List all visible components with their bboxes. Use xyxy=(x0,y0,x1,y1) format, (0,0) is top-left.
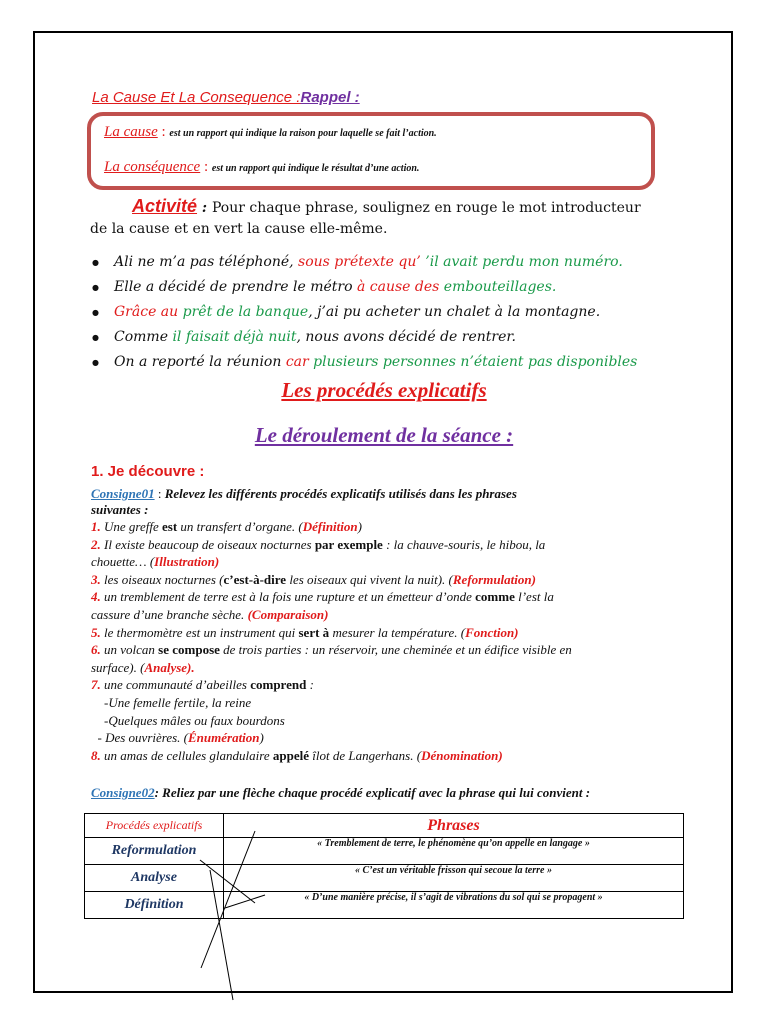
procede-segment: les oiseaux qui vivent la nuit). ( xyxy=(286,571,453,587)
procede-segment: 4. xyxy=(91,589,104,605)
proc-cell[interactable]: Reformulation xyxy=(85,838,224,865)
consigne01-text: Relevez les différents procédés explicatifs utilisés dans les phrases xyxy=(164,486,517,501)
procede-segment: 3. xyxy=(91,571,104,587)
connector-stroke xyxy=(201,831,255,968)
header-procedes: Procédés explicatifs xyxy=(85,814,224,838)
procede-segment: de trois parties : un réservoir, une cheminée et un édifice visible en xyxy=(219,642,572,658)
procede-segment: 5. xyxy=(91,624,104,640)
cause-term: La cause xyxy=(104,124,158,140)
bullet-segment: embouteillages. xyxy=(443,279,557,295)
cause-text: est un rapport qui indique la raison pour laquelle se fait l’action. xyxy=(169,128,437,139)
consequence-text: est un rapport qui indique le résultat d’une action. xyxy=(211,163,420,174)
rappel-label: Rappel : xyxy=(300,89,360,106)
procede-segment: un amas de cellules glandulaire xyxy=(104,747,273,763)
cause-consequence-title: La Cause Et La Consequence : xyxy=(92,89,301,106)
procede-segment: Énumération xyxy=(188,730,260,746)
bullet-segment: , j’ai pu acheter un chalet à la montagne. xyxy=(308,304,601,320)
procede-segment: l’est la xyxy=(514,589,554,605)
procede-segment: comme xyxy=(475,589,515,605)
procede-segment: Reformulation) xyxy=(452,571,536,587)
procede-segment: 8. xyxy=(91,747,104,763)
connector-stroke xyxy=(210,870,233,1000)
bullet-segment: Grâce au xyxy=(114,304,183,320)
procede-segment: 7. xyxy=(91,677,104,693)
cause-sep: : xyxy=(157,124,170,140)
phrase-cell[interactable]: « C’est un véritable frisson qui secoue la terre » xyxy=(224,865,684,892)
bullet-dot-icon: ● xyxy=(92,332,99,342)
procede-segment: est xyxy=(162,519,178,534)
procede-segment: sert à xyxy=(298,624,330,640)
procede-segment: mesurer la température. ( xyxy=(329,624,466,640)
procede-segment: les oiseaux nocturnes ( xyxy=(104,571,224,587)
procede-segment: par exemple xyxy=(314,536,383,552)
procede-segment: - Des ouvrières. ( xyxy=(91,730,188,746)
bullet-dot-icon: ● xyxy=(92,307,99,317)
consequence-sep: : xyxy=(200,159,212,175)
procede-segment: un tremblement de terre est à la fois une rupture et un émetteur d’onde xyxy=(104,589,476,605)
phrase-cell[interactable]: « D’une manière précise, il s’agit de vibrations du sol qui se propagent » xyxy=(224,892,684,919)
procede-segment: -Une femelle fertile, la reine xyxy=(91,695,252,710)
proc-cell[interactable]: Analyse xyxy=(85,865,224,892)
bullet-segment: il faisait déjà nuit xyxy=(172,329,297,345)
procede-segment: Illustration) xyxy=(154,554,220,570)
procede-segment: Dénomination) xyxy=(421,747,503,763)
connector-stroke xyxy=(200,860,255,903)
consigne02-text: Reliez par une flèche chaque procédé explicatif avec la phrase qui lui convient : xyxy=(162,785,591,800)
procede-segment: un transfert d’organe. ( xyxy=(177,519,303,534)
procede-segment: : xyxy=(306,677,314,693)
procede-segment: 6. xyxy=(91,642,104,658)
bullet-segment: Elle a décidé de prendre le métro xyxy=(114,279,357,295)
procede-segment: 1. xyxy=(91,519,104,534)
procede-segment: cassure d’une branche sèche. xyxy=(91,607,248,622)
bullet-segment: car xyxy=(285,354,314,370)
bullet-dot-icon: ● xyxy=(92,282,99,292)
phrase-cell[interactable]: « Tremblement de terre, le phénomène qu’on appelle en langage » xyxy=(224,838,684,865)
activite-instruction-2: de la cause et en vert la cause elle-même. xyxy=(90,221,388,237)
procede-segment: comprend xyxy=(250,677,307,693)
procede-segment: : la chauve-souris, le hibou, la xyxy=(382,536,546,552)
consigne01-sep: : xyxy=(154,486,165,501)
activite-label: Activité xyxy=(132,196,198,216)
activite-sep: : xyxy=(197,200,212,216)
section1-title: 1. Je découvre : xyxy=(91,463,205,480)
bullet-segment: On a reporté la réunion xyxy=(114,354,286,370)
procede-segment: (Comparaison) xyxy=(247,607,329,622)
bullet-segment: ’il avait perdu mon numéro. xyxy=(425,254,623,270)
bullet-dot-icon: ● xyxy=(92,257,99,267)
procede-segment: 2. xyxy=(91,536,104,552)
procede-segment: une communauté d’abeilles xyxy=(104,677,251,693)
proc-cell[interactable]: Définition xyxy=(85,892,224,919)
consigne02-label: Consigne02 xyxy=(91,785,155,800)
procede-segment: ) xyxy=(357,519,362,534)
procede-segment: ) xyxy=(259,730,264,746)
procede-segment: -Quelques mâles ou faux bourdons xyxy=(91,712,285,728)
bullet-segment: Comme xyxy=(114,329,173,345)
bullet-segment: à cause des xyxy=(356,279,444,295)
procede-segment: Fonction) xyxy=(465,624,519,640)
connector-stroke xyxy=(225,895,265,908)
procede-segment: surface). ( xyxy=(91,659,145,675)
consequence-term: La conséquence xyxy=(104,159,201,175)
bullet-segment: plusieurs personnes n’étaient pas disponibles xyxy=(313,354,638,370)
procede-segment: se compose xyxy=(158,642,220,658)
procede-segment: chouette… ( xyxy=(91,554,155,570)
procede-segment: le thermomètre est un instrument qui xyxy=(104,624,299,640)
header-phrases: Phrases xyxy=(224,814,684,838)
consigne01-label: Consigne01 xyxy=(91,486,155,501)
procede-segment: un volcan xyxy=(104,642,159,658)
consigne01-text-2: suivantes : xyxy=(91,502,149,517)
bullet-dot-icon: ● xyxy=(92,357,99,367)
bullet-segment: Ali ne m’a pas téléphoné, xyxy=(114,254,299,270)
main-title: Les procédés explicatifs xyxy=(281,378,487,402)
procede-segment: Analyse). xyxy=(144,659,195,675)
bullet-segment: , nous avons décidé de rentrer. xyxy=(296,329,516,345)
seance-title: Le déroulement de la séance : xyxy=(254,423,514,447)
procede-segment: Définition xyxy=(302,519,358,534)
bullet-segment: sous prétexte qu’ xyxy=(298,254,426,270)
procede-segment: c’est-à-dire xyxy=(223,571,287,587)
procede-segment: îlot de Langerhans. ( xyxy=(308,747,422,763)
consigne02-sep: : xyxy=(154,785,163,800)
bullet-segment: prêt de la banque xyxy=(182,304,309,320)
activite-instruction-1: Pour chaque phrase, soulignez en rouge le mot introducteur xyxy=(211,200,641,216)
procede-segment: Il existe beaucoup de oiseaux nocturnes xyxy=(104,536,315,552)
procede-segment: Une greffe xyxy=(104,519,162,534)
procede-segment: appelé xyxy=(272,747,309,763)
